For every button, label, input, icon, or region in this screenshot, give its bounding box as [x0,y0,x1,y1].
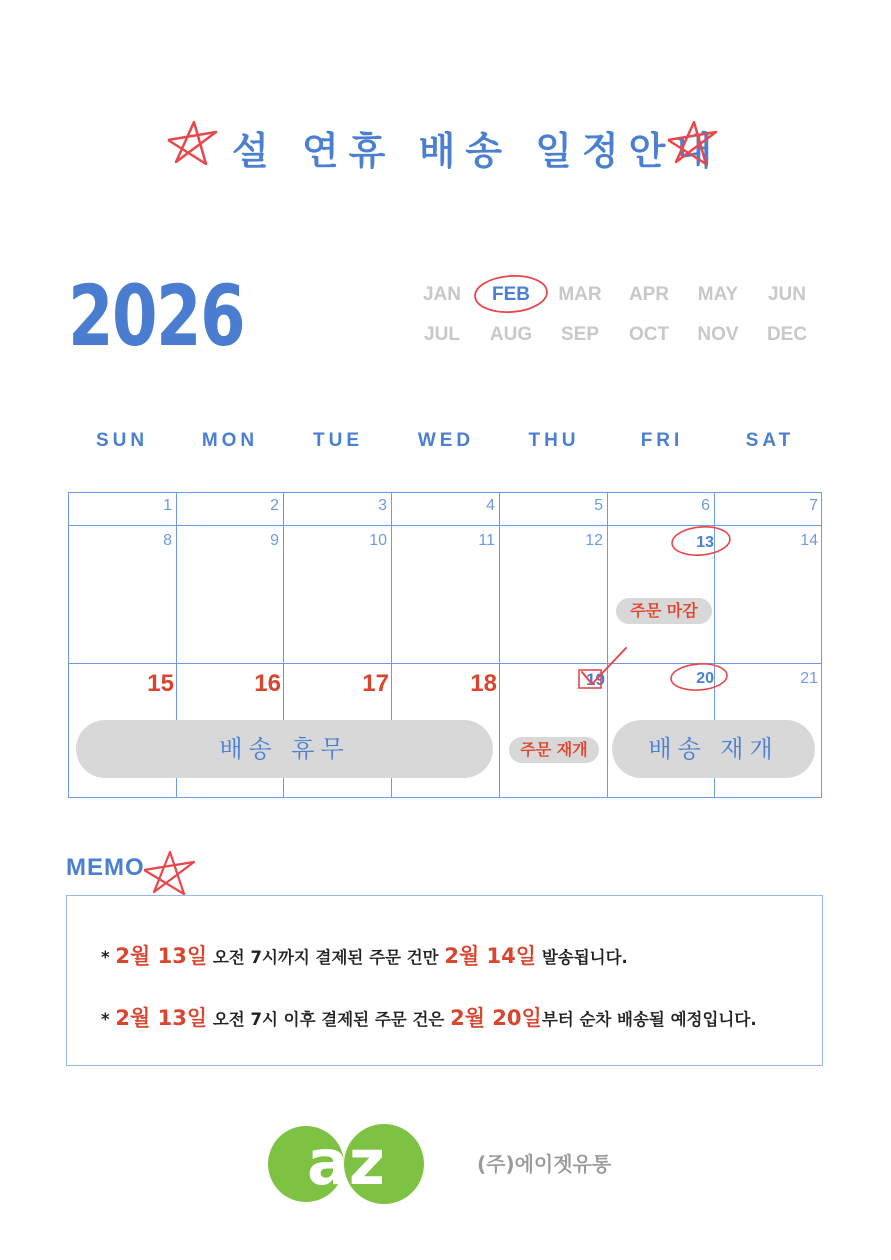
page-title: 설 연휴 배송 일정안내 [232,129,723,173]
shipping-resume-pill: 배송 재개 [612,720,815,778]
weekday-sat: SAT [745,430,795,451]
day-cell-19[interactable]: 19 [586,670,605,689]
day-cell-5[interactable]: 5 [594,497,603,514]
day-cell-3[interactable]: 3 [378,497,387,514]
memo-date: 2월 20일 [450,1006,542,1030]
month-feb[interactable]: FEB [492,284,530,305]
circle-mark-icon [668,522,736,562]
month-sep[interactable]: SEP [560,324,600,345]
year-heading: 2026 [68,267,245,365]
day-cell-9[interactable]: 9 [270,532,279,549]
day-cell-8[interactable]: 8 [163,532,172,549]
weekday-tue: TUE [313,430,363,451]
memo-title: MEMO [66,854,145,881]
month-jun[interactable]: JUN [767,284,806,305]
weekday-mon: MON [201,430,259,451]
day-cell-2[interactable]: 2 [270,497,279,514]
month-mar[interactable]: MAR [558,284,602,305]
order-close-tag: 주문 마감 [616,598,712,624]
month-jan[interactable]: JAN [422,284,461,305]
day-cell-6[interactable]: 6 [701,497,710,514]
day-cell-21[interactable]: 21 [800,670,818,687]
memo-date: 2월 13일 [115,944,208,968]
day-cell-20[interactable]: 20 [696,670,714,687]
day-cell-14[interactable]: 14 [800,532,818,549]
order-resume-tag: 주문 재개 [509,737,599,763]
day-cell-13[interactable]: 13 [696,534,714,551]
logo-text: az [307,1126,385,1199]
day-cell-4[interactable]: 4 [486,497,495,514]
weekday-fri: FRI [640,430,684,451]
title-banner [0,112,891,172]
star-icon [664,118,720,168]
day-cell-12[interactable]: 12 [585,532,603,549]
day-cell-16[interactable]: 16 [254,670,281,697]
memo-text: 오전 7시 이후 결제된 주문 건은 [212,1010,445,1029]
memo-box [66,895,823,1066]
weekday-sun: SUN [95,430,149,451]
month-oct[interactable]: OCT [628,324,670,345]
day-cell-10[interactable]: 10 [369,532,387,549]
month-may[interactable]: MAY [697,284,739,305]
memo-line-1 [101,940,628,970]
memo-text: 부터 순차 배송될 예정입니다. [541,1010,757,1029]
company-name: (주)에이젯유통 [477,1152,612,1176]
memo-bullet: * [101,948,110,967]
month-jul[interactable]: JUL [424,324,460,345]
memo-text: 오전 7시까지 결제된 주문 건만 [212,948,439,967]
weekday-thu: THU [528,430,580,451]
month-nov[interactable]: NOV [697,324,739,345]
day-cell-17[interactable]: 17 [362,670,389,697]
calendar-grid [68,492,822,798]
month-aug[interactable]: AUG [489,324,533,345]
memo-date: 2월 13일 [115,1006,208,1030]
star-icon [140,848,198,896]
month-apr[interactable]: APR [628,284,670,305]
day-cell-18[interactable]: 18 [470,670,497,697]
memo-date: 2월 14일 [444,944,537,968]
month-dec[interactable]: DEC [766,324,808,345]
weekday-wed: WED [417,430,475,451]
memo-text: 발송됩니다. [541,948,628,967]
day-cell-15[interactable]: 15 [147,670,174,697]
shipping-holiday-pill: 배송 휴무 [76,720,493,778]
circle-mark-icon [472,272,552,318]
day-cell-7[interactable]: 7 [809,497,818,514]
star-icon [164,118,220,168]
day-cell-1[interactable]: 1 [163,497,172,514]
memo-bullet: * [101,1010,110,1029]
day-cell-11[interactable]: 11 [478,532,495,549]
company-logo [266,1108,428,1214]
memo-line-2 [101,1002,757,1032]
